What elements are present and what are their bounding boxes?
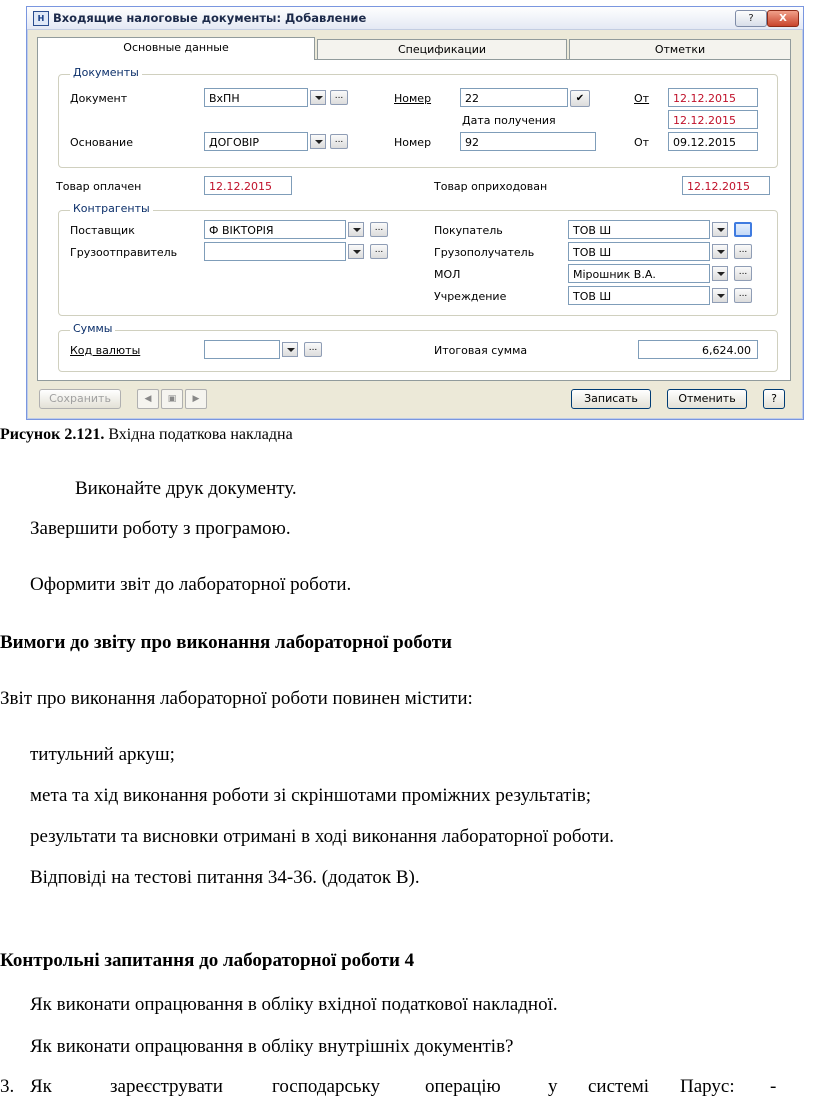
paid-date-field[interactable]: 12.12.2015 <box>204 176 292 195</box>
consignee-label: Грузополучатель <box>434 246 535 259</box>
currency-label: Код валюты <box>70 344 141 357</box>
question-word: Як <box>30 1076 52 1097</box>
help-title-button[interactable]: ? <box>735 10 767 27</box>
question-word: господарську <box>272 1076 381 1097</box>
list-item: Відповіді на тестові питання 34-36. (додаток В). <box>30 867 420 888</box>
dialog-window <box>26 6 804 420</box>
tab-panel <box>37 59 791 381</box>
paragraph-finish: Завершити роботу з програмою. <box>30 518 291 539</box>
institution-select-button[interactable]: ... <box>734 288 752 303</box>
basis-select-button[interactable]: ... <box>330 134 348 149</box>
currency-select-button[interactable]: ... <box>304 342 322 357</box>
supplier-select-button[interactable]: ... <box>370 222 388 237</box>
question-item: Як виконати опрацювання в обліку вхідної податкової накладної. <box>30 994 558 1015</box>
basis-field[interactable]: ДОГОВІР <box>204 132 308 151</box>
from-label: От <box>634 92 650 105</box>
consignee-dropdown-button[interactable] <box>712 244 728 259</box>
next-record-button[interactable]: ▶ <box>185 389 207 409</box>
institution-label: Учреждение <box>434 290 507 303</box>
paid-label: Товар оплачен <box>56 180 142 193</box>
list-item: мета та хід виконання роботи зі скріншотами проміжних результатів; <box>30 785 591 806</box>
app-icon: Н <box>33 11 49 26</box>
from-date-field[interactable]: 12.12.2015 <box>668 88 758 107</box>
question-item: Як виконати опрацювання в обліку внутрішніх документів? <box>30 1036 514 1057</box>
title-bar[interactable] <box>27 7 803 30</box>
total-field[interactable]: 6,624.00 <box>638 340 758 359</box>
question-word: - <box>770 1076 777 1097</box>
document-dropdown-button[interactable] <box>310 90 326 105</box>
buyer-field[interactable]: ТОВ Ш <box>568 220 710 239</box>
question-word: зареєструвати <box>110 1076 223 1097</box>
contractors-group-title: Контрагенты <box>70 202 153 215</box>
window-title: Входящие налоговые документы: Добавление <box>53 11 367 25</box>
basis-from-date-field[interactable]: 09.12.2015 <box>668 132 758 151</box>
question-number: 3. <box>0 1076 15 1097</box>
receipt-date-label: Дата получения <box>462 114 556 127</box>
mol-label: МОЛ <box>434 268 461 281</box>
shipper-field[interactable] <box>204 242 346 261</box>
list-item: титульний аркуш; <box>30 744 175 765</box>
supplier-dropdown-button[interactable] <box>348 222 364 237</box>
write-button[interactable]: Записать <box>571 389 651 409</box>
tab-marks[interactable]: Отметки <box>569 39 791 60</box>
shipper-select-button[interactable]: ... <box>370 244 388 259</box>
shipper-dropdown-button[interactable] <box>348 244 364 259</box>
currency-field[interactable] <box>204 340 280 359</box>
document-label: Документ <box>70 92 128 105</box>
prev-record-button[interactable]: ◀ <box>137 389 159 409</box>
basis-number-field[interactable]: 92 <box>460 132 596 151</box>
document-select-button[interactable]: ... <box>330 90 348 105</box>
currency-dropdown-button[interactable] <box>282 342 298 357</box>
mol-field[interactable]: Мірошник В.А. <box>568 264 710 283</box>
basis-from-label: От <box>634 136 650 149</box>
list-item: результати та висновки отримані в ході виконання лабораторної роботи. <box>30 826 614 847</box>
total-label: Итоговая сумма <box>434 344 528 357</box>
heading-control-questions: Контрольні запитання до лабораторної роботи 4 <box>0 950 415 971</box>
received-date-field[interactable]: 12.12.2015 <box>682 176 770 195</box>
caption-text: Вхідна податкова накладна <box>104 426 293 443</box>
shipper-label: Грузоотправитель <box>70 246 178 259</box>
number-label: Номер <box>394 92 432 105</box>
mol-select-button[interactable]: ... <box>734 266 752 281</box>
basis-label: Основание <box>70 136 133 149</box>
supplier-label: Поставщик <box>70 224 135 237</box>
paragraph-report-contents: Звіт про виконання лабораторної роботи повинен містити: <box>0 688 473 709</box>
document-field[interactable]: ВхПН <box>204 88 308 107</box>
supplier-field[interactable]: Ф ВІКТОРІЯ <box>204 220 346 239</box>
tab-main-data[interactable]: Основные данные <box>37 37 315 60</box>
number-field[interactable]: 22 <box>460 88 568 107</box>
buyer-select-button[interactable] <box>734 222 752 237</box>
caption-number: Рисунок 2.121. <box>0 426 105 443</box>
sums-group-title: Суммы <box>70 322 115 335</box>
received-label: Товар оприходован <box>434 180 548 193</box>
save-button[interactable]: Сохранить <box>39 389 121 409</box>
documents-group-title: Документы <box>70 66 142 79</box>
figure-caption <box>0 426 293 444</box>
consignee-field[interactable]: ТОВ Ш <box>568 242 710 261</box>
mol-dropdown-button[interactable] <box>712 266 728 281</box>
heading-report-requirements: Вимоги до звіту про виконання лабораторної роботи <box>0 632 453 653</box>
consignee-select-button[interactable]: ... <box>734 244 752 259</box>
paragraph-print: Виконайте друк документу. <box>75 478 297 499</box>
question-word: Парус: <box>680 1076 735 1097</box>
copy-record-button[interactable]: ▣ <box>161 389 183 409</box>
paragraph-report: Оформити звіт до лабораторної роботи. <box>30 574 352 595</box>
question-word: у <box>548 1076 558 1097</box>
buyer-label: Покупатель <box>434 224 503 237</box>
basis-dropdown-button[interactable] <box>310 134 326 149</box>
help-button[interactable]: ? <box>763 389 785 409</box>
question-word: операцію <box>425 1076 501 1097</box>
institution-field[interactable]: ТОВ Ш <box>568 286 710 305</box>
tab-specifications[interactable]: Спецификации <box>317 39 567 60</box>
basis-number-label: Номер <box>394 136 432 149</box>
question-word: системі <box>588 1076 650 1097</box>
receipt-date-field[interactable]: 12.12.2015 <box>668 110 758 129</box>
buyer-dropdown-button[interactable] <box>712 222 728 237</box>
close-button[interactable]: X <box>767 10 799 27</box>
number-check-button[interactable]: ✔ <box>570 90 590 107</box>
institution-dropdown-button[interactable] <box>712 288 728 303</box>
cancel-button[interactable]: Отменить <box>667 389 747 409</box>
